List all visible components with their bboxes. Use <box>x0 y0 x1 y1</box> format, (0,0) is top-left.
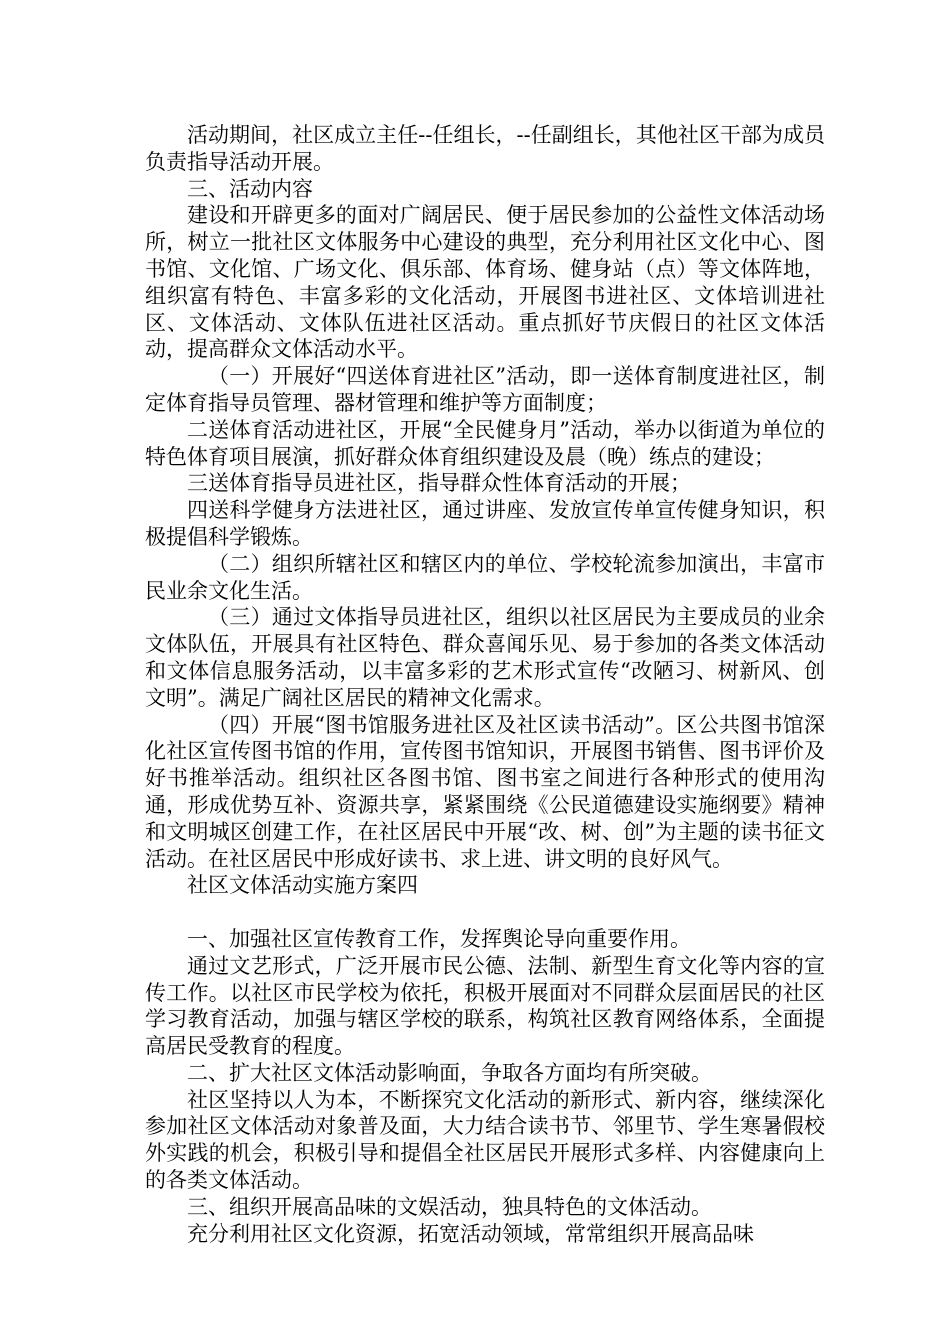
paragraph-publicity-education: 通过文艺形式，广泛开展市民公德、法制、新型生育文化等内容的宣传工作。以社区市民学校为依托，积极开展面对不同群众层面居民的社区学习教育活动，加强与辖区学校的联系，构筑社区教育网络体系，全面提高居民受教育的程度。 <box>145 953 825 1059</box>
document-body <box>145 122 825 1247</box>
heading-expand-influence: 二、扩大社区文体活动影响面，争取各方面均有所突破。 <box>187 1060 712 1085</box>
blank-line <box>145 899 825 926</box>
paragraph-item-three: （三）通过文体指导员进社区，组织以社区居民为主要成员的业余文体队伍，开展具有社区特色、群众喜闻乐见、易于参加的各类文体活动和文体信息服务活动，以丰富多彩的艺术形式宣传“改陋习、树新风、创文明”。满足广阔社区居民的精神文化需求。 <box>145 605 825 710</box>
paragraph-item-one: （一）开展好“四送体育进社区”活动，即一送体育制度进社区，制定体育指导员管理、器材管理和维护等方面制度； <box>145 364 825 415</box>
paragraph-item-four: （四）开展“图书馆服务进社区及社区读书活动”。区公共图书馆深化社区宣传图书馆的作用，宣传图书馆知识，开展图书销售、图书评价及好书推举活动。组织社区各图书馆、图书室之间进行各种形式的使用沟通，形成优势互补、资源共享，紧紧围绕《公民道德建设实施纲要》精神和文明城区创建工作，在社区居民中开展“改、树、创”为主题的读书征文活动。在社区居民中形成好读书、求上进、讲文明的良好风气。 <box>145 712 825 871</box>
section-title-plan-four: 社区文体活动实施方案四 <box>187 873 418 898</box>
paragraph-item-two: （二）组织所辖社区和辖区内的单位、学校轮流参加演出，丰富市民业余文化生活。 <box>145 551 825 603</box>
paragraph-expand-influence: 社区坚持以人为本，不断探究文化活动的新形式、新内容，继续深化参加社区文体活动对象普及面，大力结合读书节、邻里节、学生寒暑假校外实践的机会，积极引导和提倡全社区居民开展形式多样、内容健康向上的各类文体活动。 <box>145 1087 825 1193</box>
paragraph-third-send: 三送体育指导员进社区，指导群众性体育活动的开展； <box>187 471 691 496</box>
heading-quality-activities: 三、组织开展高品味的文娱活动，独具特色的文体活动。 <box>187 1194 712 1219</box>
paragraph-leadership: 活动期间，社区成立主任--任组长，--任副组长，其他社区干部为成员负责指导活动开展。 <box>145 123 825 174</box>
heading-publicity-education: 一、加强社区宣传教育工作，发挥舆论导向重要作用。 <box>187 926 691 951</box>
paragraph-quality-activities: 充分利用社区文化资源，拓宽活动领域，常常组织开展高品味 <box>187 1221 754 1246</box>
paragraph-venues: 建设和开辟更多的面对广阔居民、便于居民参加的公益性文体活动场所，树立一批社区文体服务中心建设的典型，充分利用社区文化中心、图书馆、文化馆、广场文化、俱乐部、体育场、健身站（点）等文体阵地，组织富有特色、丰富多彩的文化活动，开展图书进社区、文体培训进社区、文体活动、文体队伍进社区活动。重点抓好节庆假日的社区文体活动，提高群众文体活动水平。 <box>145 203 825 362</box>
paragraph-fourth-send: 四送科学健身方法进社区，通过讲座、发放宣传单宣传健身知识，积极提倡科学锻炼。 <box>145 498 825 549</box>
section-heading-activity-content: 三、活动内容 <box>187 176 313 201</box>
paragraph-second-send: 二送体育活动进社区，开展“全民健身月”活动，举办以街道为单位的特色体育项目展演，抓好群众体育组织建设及晨（晚）练点的建设； <box>145 417 825 469</box>
